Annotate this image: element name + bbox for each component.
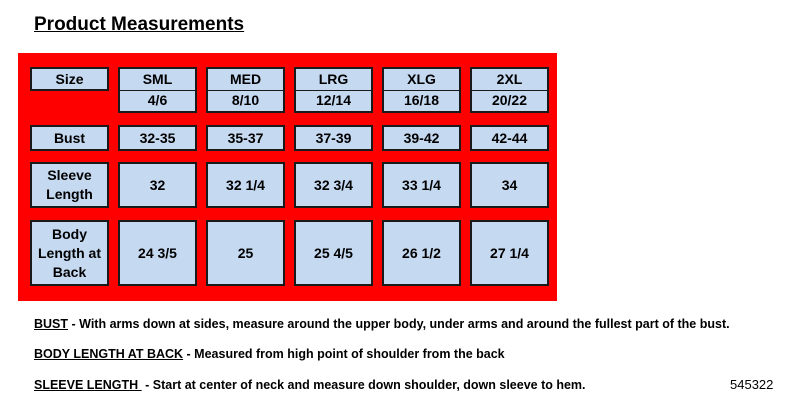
- note-body-length: [34, 347, 505, 361]
- size-name: LRG: [296, 69, 371, 91]
- note-key: BUST: [34, 317, 69, 331]
- cell-value: 35-37: [227, 129, 264, 146]
- cell-value: 32 3/4: [314, 176, 353, 193]
- size-header-xlg: [382, 67, 461, 113]
- size-name: 2XL: [472, 69, 547, 91]
- table-cell: [294, 220, 373, 286]
- table-cell: [206, 125, 285, 151]
- note-key: BODY LENGTH AT BACK: [34, 347, 184, 361]
- table-cell: [382, 162, 461, 208]
- table-cell: [294, 162, 373, 208]
- table-cell: [118, 125, 197, 151]
- size-number: 4/6: [147, 92, 168, 109]
- size-number: 16/18: [403, 92, 440, 109]
- size-name: MED: [208, 69, 283, 91]
- cell-value: 39-42: [403, 129, 440, 146]
- cell-value: 25: [237, 244, 254, 261]
- table-cell: [470, 125, 549, 151]
- cell-value: 37-39: [315, 129, 352, 146]
- table-cell: [118, 220, 197, 286]
- table-cell: [382, 220, 461, 286]
- size-number: 20/22: [491, 92, 528, 109]
- row-label-sleeve-length: [30, 162, 109, 208]
- row-label: Bust: [53, 129, 86, 146]
- row-label-body-length: [30, 220, 109, 286]
- table-cell: [382, 125, 461, 151]
- cell-value: 26 1/2: [402, 244, 441, 261]
- row-label: Sleeve Length: [46, 167, 93, 202]
- cell-value: 24 3/5: [138, 244, 177, 261]
- note-text: - Start at center of neck and measure down shoulder, down sleeve to hem.: [141, 378, 586, 392]
- cell-value: 32 1/4: [226, 176, 265, 193]
- cell-value: 25 4/5: [314, 244, 353, 261]
- size-label: Size: [55, 70, 84, 87]
- page-title: Product Measurements: [34, 14, 245, 35]
- table-cell: [206, 162, 285, 208]
- size-number: 12/14: [315, 92, 352, 109]
- note-sleeve-length: [34, 378, 586, 392]
- row-label: Body Length at Back: [38, 225, 101, 280]
- table-cell: [470, 220, 549, 286]
- table-cell: [470, 162, 549, 208]
- row-label-bust: [30, 125, 109, 151]
- cell-value: 32: [149, 176, 166, 193]
- note-bust: [34, 317, 730, 331]
- size-header-med: [206, 67, 285, 113]
- cell-value: 27 1/4: [490, 244, 529, 261]
- size-name: SML: [120, 69, 195, 91]
- table-cell: [206, 220, 285, 286]
- table-cell: [294, 125, 373, 151]
- size-header-2xl: [470, 67, 549, 113]
- product-code: 545322: [730, 377, 774, 392]
- table-cell: [118, 162, 197, 208]
- note-text: - With arms down at sides, measure around the upper body, under arms and around the fullest part of the bust.: [68, 317, 730, 331]
- cell-value: 32-35: [139, 129, 176, 146]
- size-number: 8/10: [231, 92, 260, 109]
- cell-value: 33 1/4: [402, 176, 441, 193]
- note-key: SLEEVE LENGTH: [34, 378, 142, 392]
- size-name: XLG: [384, 69, 459, 91]
- size-header-lrg: [294, 67, 373, 113]
- measurement-table: [18, 53, 557, 301]
- cell-value: 42-44: [491, 129, 528, 146]
- size-header-sml: [118, 67, 197, 113]
- note-text: - Measured from high point of shoulder from the back: [183, 347, 505, 361]
- size-label-cell: [30, 67, 109, 91]
- cell-value: 34: [501, 176, 518, 193]
